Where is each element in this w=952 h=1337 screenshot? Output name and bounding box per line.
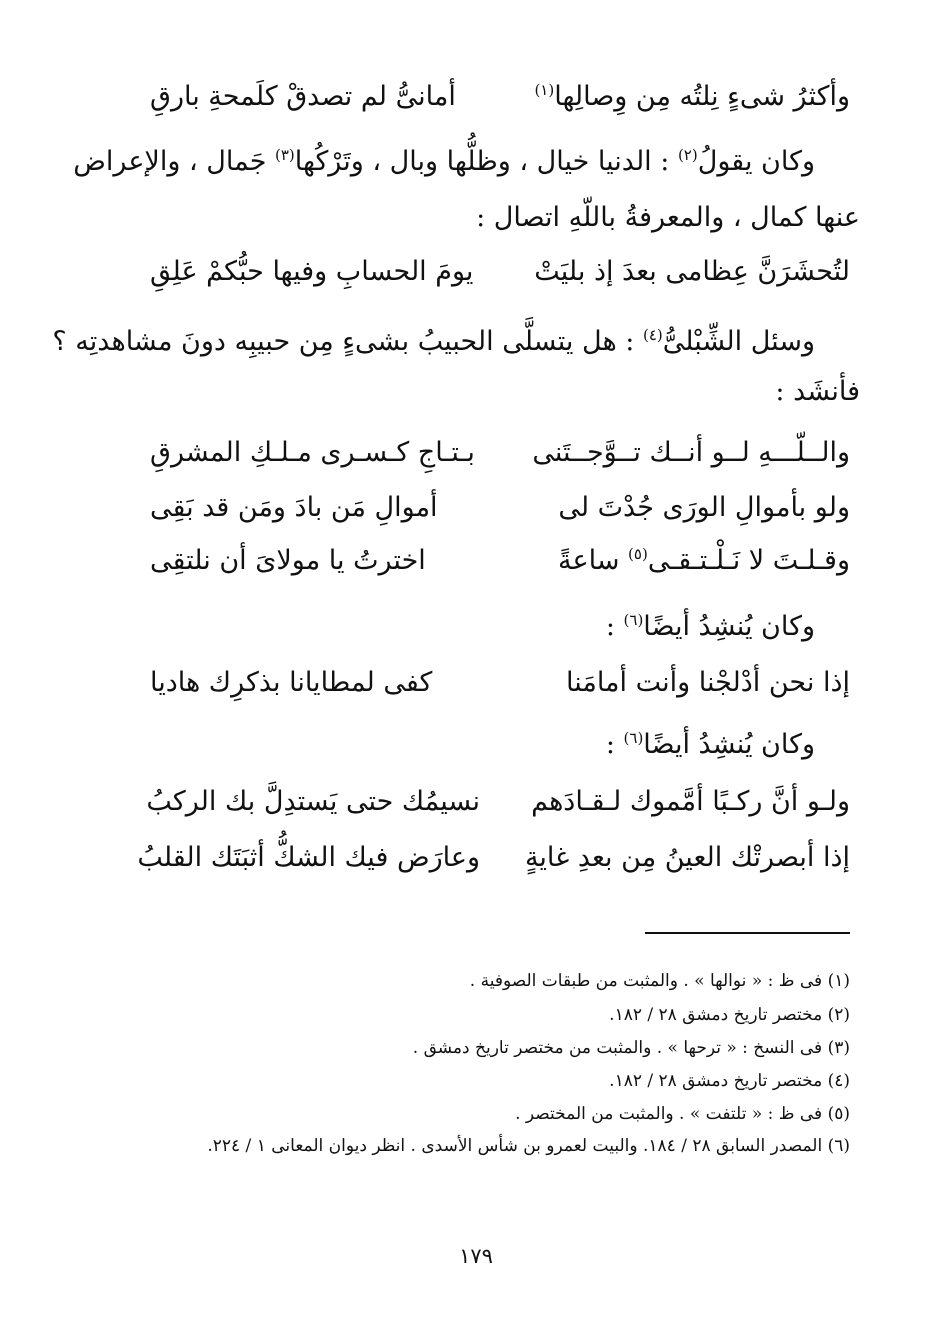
verse-second-hemistich: نسيمُك حتى يَستدِلَّ بك الركبُ xyxy=(146,786,480,817)
verse-first-hemistich: إذا أبصرتْك العينُ مِن بعدِ غايةٍ xyxy=(524,842,850,873)
footnote-marker: (٦) xyxy=(623,611,644,629)
verse-first-hemistich: والــلّـــهِ لــو أنــك تــوَّجــتَنى xyxy=(532,437,850,468)
footnote: (١) فى ظ : « نوالها » . والمثبت من طبقات الصوفية . xyxy=(469,971,850,991)
verse-text: وأكثرُ شىءٍ نِلتُه مِن وِصالِها xyxy=(554,81,850,112)
footnote: (٣) فى النسخ : « ترحها » . والمثبت من مختصر تاريخ دمشق . xyxy=(412,1038,850,1058)
verse-line xyxy=(150,483,850,533)
footnote-marker: (١) xyxy=(534,81,555,99)
prose-text: وكان يُنشِدُ أيضًا xyxy=(643,729,815,760)
page-number: ١٧٩ xyxy=(459,1244,493,1268)
poem-intro xyxy=(150,597,815,657)
verse-second-hemistich: اخترتُ يا مولاىَ أن نلتقِى xyxy=(150,545,426,576)
prose-text: جَمال ، والإعراض xyxy=(73,146,275,177)
prose-text: وسئل الشِّبْلىُّ xyxy=(662,326,815,357)
paragraph-line: عنها كمال ، والمعرفةُ باللّهِ اتصال : xyxy=(476,202,860,233)
prose-text: وكان يُنشِدُ أيضًا xyxy=(643,611,815,642)
prose-text: وكان يقولُ xyxy=(697,146,815,177)
poem-intro xyxy=(150,715,815,775)
footnote-marker: (٦) xyxy=(623,729,644,747)
paragraph-line xyxy=(73,132,815,192)
verse-second-hemistich: يومَ الحسابِ وفيها حبُّكمْ عَلِقِ xyxy=(150,256,474,287)
verse-line xyxy=(150,72,850,122)
verse-second-hemistich: وعارَض فيك الشكُّ أثبَتَك القلبُ xyxy=(137,842,480,873)
verse-first-hemistich: ولـو أنَّ ركـبًا أمَّموك لـقـادَهم xyxy=(531,786,850,817)
footnote: (٦) المصدر السابق ٢٨ / ١٨٤. والبيت لعمرو بن شأس الأسدى . انظر ديوان المعانى ١ / ٢٢٤. xyxy=(207,1136,850,1156)
prose-text: : هل يتسلَّى الحبيبُ بشىءٍ مِن حبيبِه دونَ مشاهدتِه ؟ xyxy=(52,326,643,357)
verse-line xyxy=(150,428,850,478)
footnote-marker: (٤) xyxy=(642,326,663,344)
verse-line xyxy=(150,536,850,586)
verse-line xyxy=(146,777,850,827)
prose-text: : xyxy=(605,729,624,760)
footnote-separator xyxy=(645,932,850,934)
footnote: (٢) مختصر تاريخ دمشق ٢٨ / ١٨٢. xyxy=(609,1005,850,1025)
verse-line xyxy=(137,833,850,883)
verse-first-hemistich: ولو بأموالِ الورَى جُدْتَ لى xyxy=(558,492,850,523)
paragraph-line: فأنشَد : xyxy=(775,376,860,407)
verse-line xyxy=(150,247,850,297)
verse-second-hemistich: بـتـاجِ كـسـرى مـلـكِ المشرقِ xyxy=(150,437,475,468)
footnote-marker: (٥) xyxy=(628,545,648,563)
verse-first-hemistich: إذا نحن أدْلجْنا وأنت أمامَنا xyxy=(565,667,850,698)
verse-second-hemistich: أموالِ مَن بادَ ومَن قد بَقِى xyxy=(150,492,438,523)
footnote-marker: (٢) xyxy=(677,146,698,164)
prose-text: : الدنيا خيال ، وظلُّها وبال ، وتَرْكُها xyxy=(294,146,678,177)
footnote: (٥) فى ظ : « تلتفت » . والمثبت من المختصر . xyxy=(515,1104,850,1124)
verse-text: ساعةً xyxy=(558,545,629,576)
footnote-marker: (٣) xyxy=(274,146,295,164)
verse-line xyxy=(150,658,850,708)
prose-text: : xyxy=(605,611,624,642)
verse-text: وقـلـتَ لا نَـلْـتـقـى xyxy=(647,545,850,576)
verse-second-hemistich: أمانىُّ لم تصدقْ كلَمحةِ بارقِ xyxy=(150,81,456,112)
verse-second-hemistich: كفى لمطايانا بذكرِك هاديا xyxy=(150,667,433,698)
footnote: (٤) مختصر تاريخ دمشق ٢٨ / ١٨٢. xyxy=(609,1071,850,1091)
verse-first-hemistich xyxy=(520,72,850,122)
verse-first-hemistich xyxy=(520,536,850,586)
verse-first-hemistich: لتُحشَرَنَّ عِظامى بعدَ إذ بليَتْ xyxy=(534,256,850,287)
